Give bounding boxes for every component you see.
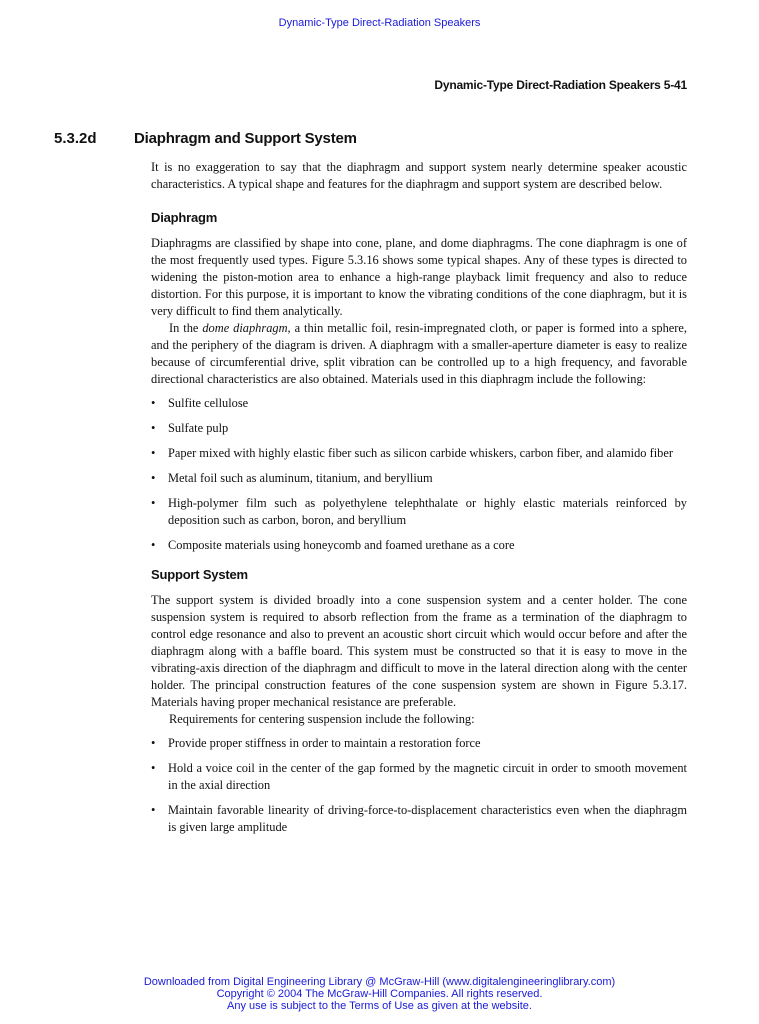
list-item-text: Maintain favorable linearity of driving-force-to-displacement characteristics even when the diaphragm is given large amplitude (168, 803, 687, 834)
list-item-text: Hold a voice coil in the center of the gap formed by the magnetic circuit in order to smooth movement in the axial direction (168, 761, 687, 792)
intro-paragraph: It is no exaggeration to say that the diaphragm and support system nearly determine speaker acoustic characteristics. A typical shape and features for the diaphragm and support system are described below. (151, 160, 687, 191)
footer-copyright: Copyright © 2004 The McGraw-Hill Companies. All rights reserved. (216, 988, 543, 1000)
list-item-text: Sulfite cellulose (168, 396, 249, 410)
list-item (151, 802, 687, 836)
list-item-text: Paper mixed with highly elastic fiber such as silicon carbide whiskers, carbon fiber, and alamido fiber (168, 446, 673, 460)
dome-rest-text: , a thin metallic foil, resin-impregnated cloth, or paper is formed into a sphere, and the periphery of the diagram is driven. A diaphragm with a smaller-aperture diameter is easy to realize because of circumferential drive, split vibration can be controlled up to a high frequency, and favorable directional characteristics are also obtained. Materials used in this diaphragm include the following: (151, 321, 687, 386)
bullet-icon: • (151, 538, 156, 552)
support-system-heading: Support System (151, 567, 248, 582)
bullet-icon: • (151, 803, 156, 817)
materials-list (151, 395, 687, 554)
bullet-icon: • (151, 471, 156, 485)
list-item-text: Metal foil such as aluminum, titanium, and beryllium (168, 471, 433, 485)
diaphragm-paragraph-2 (151, 320, 687, 388)
list-item (151, 760, 687, 794)
footer-download-link[interactable]: Downloaded from Digital Engineering Library @ McGraw-Hill (www.digitalengineeringlibrary.com) (143, 976, 616, 988)
list-item-text: Sulfate pulp (168, 421, 229, 435)
diaphragm-heading: Diaphragm (151, 210, 218, 225)
list-item (151, 470, 687, 487)
chapter-title-link[interactable]: Dynamic-Type Direct-Radiation Speakers (278, 17, 481, 29)
diaphragm-paragraph-1: Diaphragms are classified by shape into cone, plane, and dome diaphragms. The cone diaphragm is one of the most frequently used types. Figure 5.3.16 shows some typical shapes. Any of these types is directed to widening the piston-motion area to enhance a high-range playback limit frequency and also to reduce distortion. For this purpose, it is important to know the vibrating conditions of the cone diaphragm, but it is very difficult to find them analytically. (151, 236, 687, 318)
list-item (151, 395, 687, 412)
support-paragraph-1: The support system is divided broadly into a cone suspension system and a center holder. The cone suspension system is required to absorb reflection from the frame as a termination of the diaphragm to control edge resonance and also to prevent an acoustic short circuit which would occur before and after the diaphragm along with a baffle board. This system must be constructed so that it is easy to move in the vibrating-axis direction of the diaphragm and difficult to move in the lateral direction along with the center holder. The principal construction features of the cone suspension system are shown in Figure 5.3.17. Materials having proper mechanical resistance are preferable. (151, 593, 687, 709)
section-title: Diaphragm and Support System (134, 130, 357, 147)
dome-diaphragm-term: dome diaphragm (202, 321, 288, 335)
body-column (151, 159, 687, 844)
bullet-icon: • (151, 421, 156, 435)
list-item-text: Provide proper stiffness in order to maintain a restoration force (168, 736, 481, 750)
list-item (151, 420, 687, 437)
dome-lead-text: In the (169, 321, 203, 335)
support-paragraph-2: Requirements for centering suspension include the following: (169, 712, 475, 726)
bullet-icon: • (151, 446, 156, 460)
footer (0, 976, 759, 1012)
list-item-text: Composite materials using honeycomb and foamed urethane as a core (168, 538, 515, 552)
bullet-icon: • (151, 496, 156, 510)
list-item (151, 445, 687, 462)
list-item (151, 495, 687, 529)
section-number: 5.3.2d (54, 130, 97, 147)
bullet-icon: • (151, 396, 156, 410)
list-item (151, 735, 687, 752)
running-head: Dynamic-Type Direct-Radiation Speakers 5-41 (434, 78, 687, 92)
requirements-list (151, 735, 687, 836)
list-item (151, 537, 687, 554)
footer-terms[interactable]: Any use is subject to the Terms of Use as given at the website. (227, 1000, 532, 1012)
list-item-text: High-polymer film such as polyethylene telephthalate or highly elastic materials reinforced by deposition such as carbon, boron, and beryllium (168, 496, 687, 527)
bullet-icon: • (151, 761, 156, 775)
bullet-icon: • (151, 736, 156, 750)
